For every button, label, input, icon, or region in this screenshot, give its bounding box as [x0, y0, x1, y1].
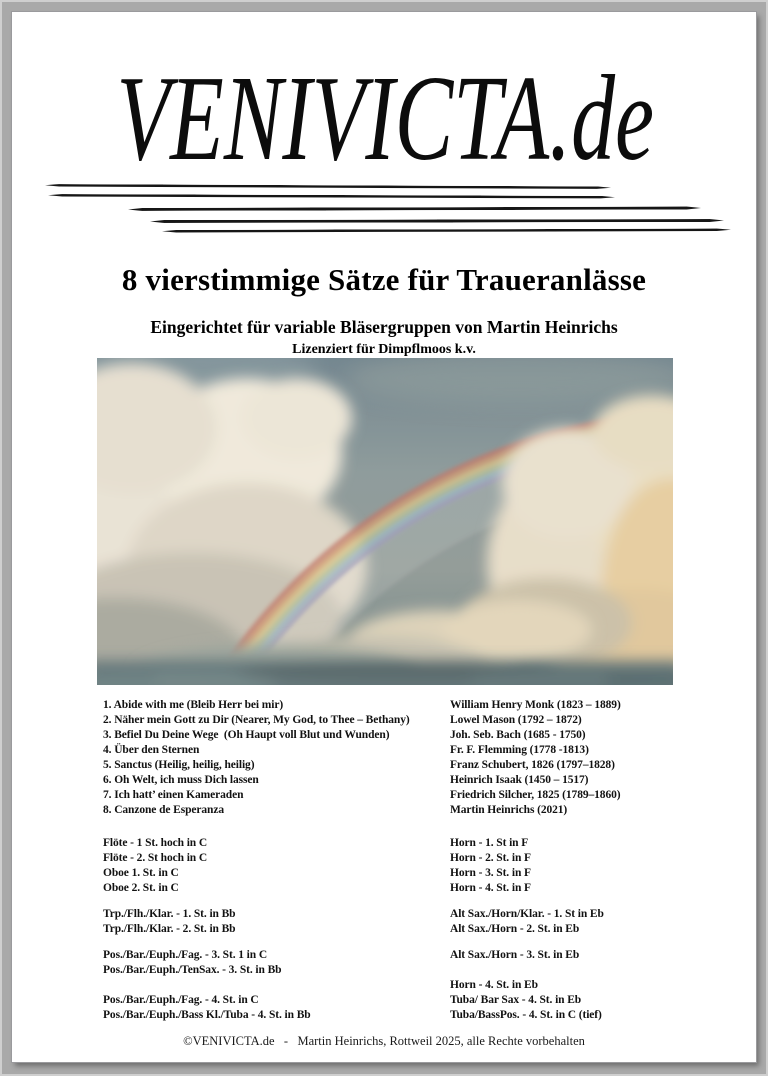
song-title: 8. Canzone de Esperanza: [103, 804, 225, 816]
part-right: Horn - 3. St. in F: [450, 867, 531, 879]
page-title: 8 vierstimmige Sätze für Traueranlässe: [121, 262, 647, 297]
part-left: Trp./Flh./Klar. - 2. St. in Bb: [103, 923, 236, 935]
page-subtitle: Eingerichtet für variable Bläsergruppen von Martin Heinrichs: [150, 317, 618, 337]
instrument-group: [103, 836, 745, 896]
song-composer: Lowel Mason (1792 – 1872): [450, 714, 582, 726]
list-row: [103, 836, 745, 851]
logo-swoosh-line: [150, 219, 724, 223]
list-row: [103, 1008, 745, 1023]
part-right: Alt Sax./Horn/Klar. - 1. St in Eb: [450, 908, 604, 920]
list-row: [103, 758, 745, 773]
song-composer: William Henry Monk (1823 – 1889): [450, 699, 621, 711]
list-row: [103, 698, 745, 713]
part-left: Pos./Bar./Euph./Fag. - 3. St. 1 in C: [103, 949, 268, 961]
part-right: Horn - 1. St in F: [450, 837, 529, 849]
logo-swoosh-line: [162, 229, 731, 233]
list-row: [103, 773, 745, 788]
list-row: [103, 803, 745, 818]
license-line: Lizenziert für Dimpflmoos k.v.: [292, 342, 476, 357]
list-row: [103, 713, 745, 728]
logo-text: VENIVICTA.de: [116, 51, 655, 186]
list-row: [103, 788, 745, 803]
list-row: [103, 881, 745, 896]
part-right: Tuba/BassPos. - 4. St. in C (tief): [450, 1009, 602, 1021]
parts-lists: [103, 698, 745, 1023]
song-composer: Joh. Seb. Bach (1685 - 1750): [450, 729, 586, 741]
cloud-rainbow-photo: [97, 358, 673, 685]
photo-haze-overlay: [97, 358, 673, 685]
copyright-footer: ©VENIVICTA.de - Martin Heinrichs, Rottweil 2025, alle Rechte vorbehalten: [183, 1034, 585, 1048]
part-left: Trp./Flh./Klar. - 1. St. in Bb: [103, 908, 236, 920]
part-left: [103, 978, 450, 993]
list-row: [103, 978, 745, 993]
logo: [12, 51, 756, 186]
list-row: [103, 963, 745, 978]
logo-swoosh-line: [128, 206, 701, 211]
song-title: 5. Sanctus (Heilig, heilig, heilig): [103, 759, 255, 771]
list-row: [103, 728, 745, 743]
list-row: [103, 743, 745, 758]
song-title: 3. Befiel Du Deine Wege (Oh Haupt voll Blut und Wunden): [103, 729, 390, 741]
logo-swoosh-line: [48, 194, 615, 198]
part-left: Pos./Bar./Euph./Fag. - 4. St. in C: [103, 994, 259, 1006]
song-title: 4. Über den Sternen: [103, 744, 200, 756]
part-right: Alt Sax./Horn - 3. St. in Eb: [450, 949, 580, 961]
song-composer: Martin Heinrichs (2021): [450, 804, 568, 816]
instrument-group: [103, 907, 745, 937]
part-right: [450, 963, 745, 978]
song-title: 6. Oh Welt, ich muss Dich lassen: [103, 774, 259, 786]
song-list: [103, 698, 745, 818]
part-right: Horn - 4. St. in Eb: [450, 979, 538, 991]
part-left: Pos./Bar./Euph./Bass Kl./Tuba - 4. St. in Bb: [103, 1009, 311, 1021]
list-row: [103, 851, 745, 866]
song-composer: Friedrich Silcher, 1825 (1789–1860): [450, 789, 621, 801]
part-left: Flöte - 1 St. hoch in C: [103, 837, 208, 849]
song-title: 2. Näher mein Gott zu Dir (Nearer, My God, to Thee – Bethany): [103, 714, 410, 726]
song-composer: Heinrich Isaak (1450 – 1517): [450, 774, 589, 786]
part-right: Tuba/ Bar Sax - 4. St. in Eb: [450, 994, 582, 1006]
instrument-list: [103, 836, 745, 1023]
part-right: Horn - 2. St. in F: [450, 852, 531, 864]
part-left: Pos./Bar./Euph./TenSax. - 3. St. in Bb: [103, 964, 282, 976]
song-title: 7. Ich hatt’ einen Kameraden: [103, 789, 244, 801]
song-composer: Franz Schubert, 1826 (1797–1828): [450, 759, 615, 771]
part-left: Flöte - 2. St hoch in C: [103, 852, 208, 864]
part-right: Horn - 4. St. in F: [450, 882, 531, 894]
list-row: [103, 948, 745, 963]
part-right: Alt Sax./Horn - 2. St. in Eb: [450, 923, 580, 935]
song-composer: Fr. F. Flemming (1778 -1813): [450, 744, 589, 756]
cloud-rainbow-illustration: [97, 358, 673, 685]
list-row: [103, 922, 745, 937]
list-row: [103, 993, 745, 1008]
song-title: 1. Abide with me (Bleib Herr bei mir): [103, 699, 284, 711]
list-row: [103, 907, 745, 922]
instrument-group: [103, 948, 745, 1023]
part-left: Oboe 1. St. in C: [103, 867, 179, 879]
document-page: [12, 12, 756, 1062]
part-left: Oboe 2. St. in C: [103, 882, 179, 894]
list-row: [103, 866, 745, 881]
